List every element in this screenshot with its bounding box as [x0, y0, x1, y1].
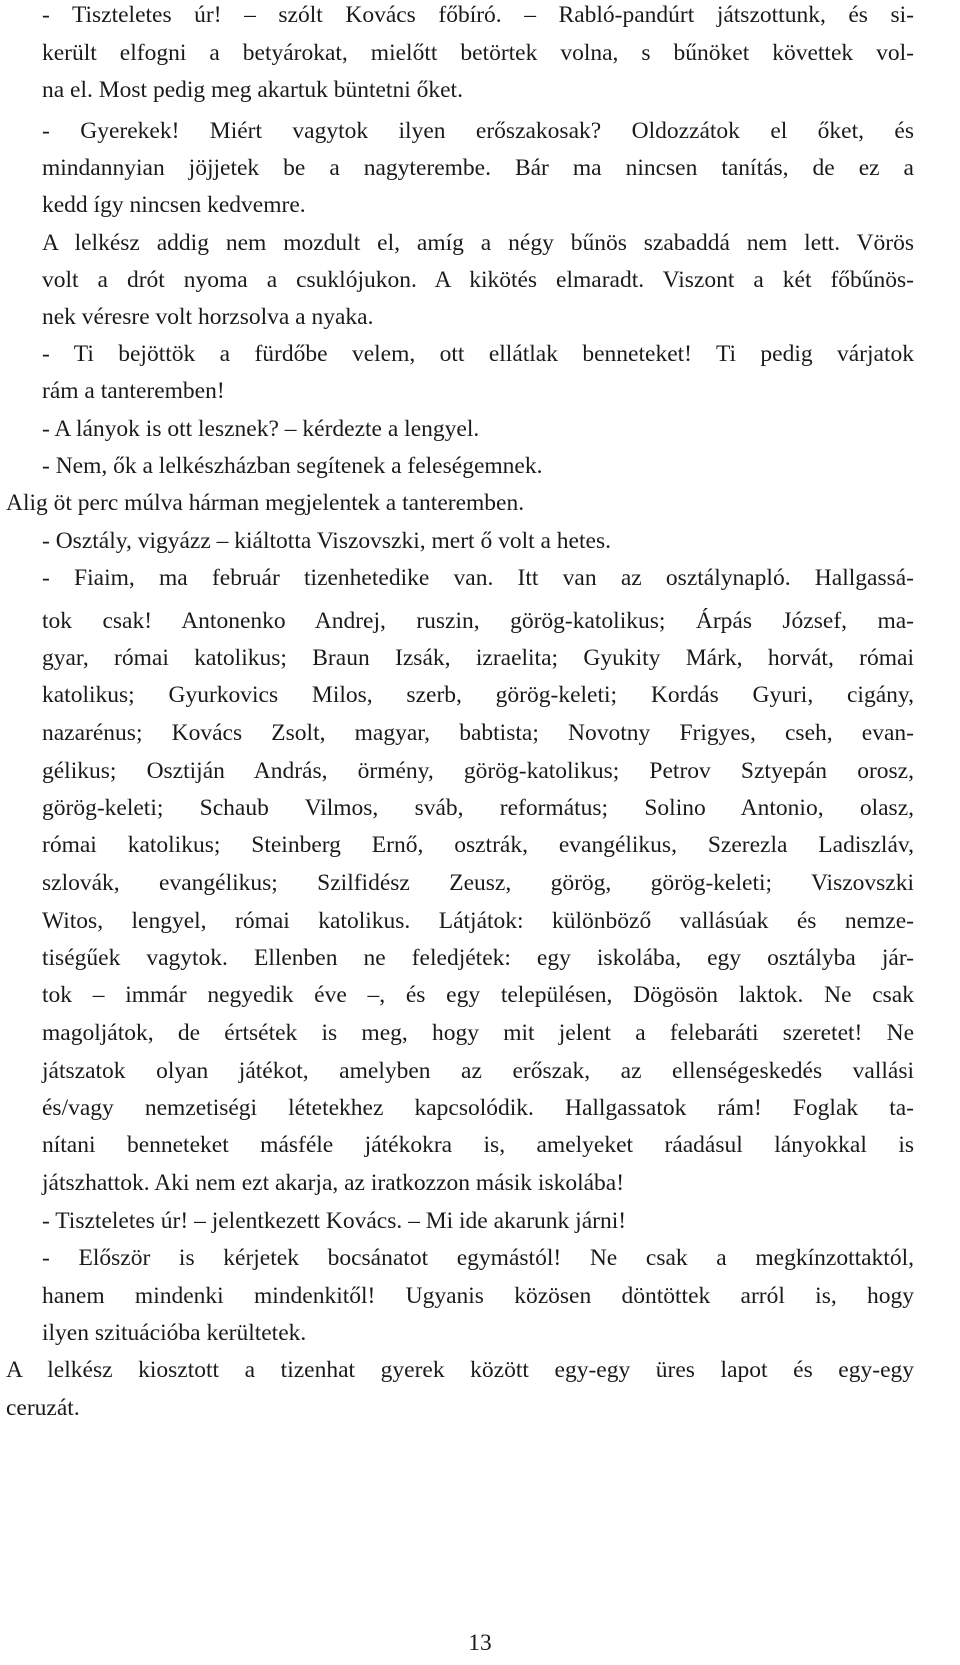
text-line: ceruzát. [6, 1395, 80, 1421]
text-line: gélikus; Osztiján András, örmény, görög-katolikus; Petrov Sztyepán orosz, [42, 758, 914, 784]
text-line: Witos, lengyel, római katolikus. Látjátok: különböző vallásúak és nemze- [42, 908, 914, 934]
text-line: volt a drót nyoma a csuklójukon. A kikötés elmaradt. Viszont a két főbűnös- [42, 267, 914, 293]
text-line: görög-keleti; Schaub Vilmos, sváb, református; Solino Antonio, olasz, [42, 795, 914, 821]
text-line: - Ti bejöttök a fürdőbe velem, ott ellátlak benneteket! Ti pedig várjatok [42, 341, 914, 367]
text-line: A lelkész kiosztott a tizenhat gyerek között egy-egy üres lapot és egy-egy [6, 1357, 914, 1383]
text-line: és/vagy nemzetiségi létetekhez kapcsolódik. Hallgassatok rám! Foglak ta- [42, 1095, 914, 1121]
text-line: nazarénus; Kovács Zsolt, magyar, babtista; Novotny Frigyes, cseh, evan- [42, 720, 914, 746]
text-line: hanem mindenki mindenkitől! Ugyanis közösen döntöttek arról is, hogy [42, 1283, 914, 1309]
text-line: na el. Most pedig meg akartuk büntetni őket. [42, 77, 463, 103]
text-line: római katolikus; Steinberg Ernő, osztrák, evangélikus, Szerezla Ladiszláv, [42, 832, 914, 858]
text-line: - Gyerekek! Miért vagytok ilyen erőszakosak? Oldozzátok el őket, és [42, 118, 914, 144]
text-line: katolikus; Gyurkovics Milos, szerb, görög-keleti; Kordás Gyuri, cigány, [42, 682, 914, 708]
page-number: 13 [468, 1630, 492, 1656]
text-line: került elfogni a betyárokat, mielőtt betörtek volna, s bűnöket követtek vol- [42, 40, 914, 66]
text-line: Alig öt perc múlva hárman megjelentek a tanteremben. [6, 490, 525, 516]
text-line: játszatok olyan játékot, amelyben az erőszak, az ellenségeskedés vallási [42, 1058, 914, 1084]
text-line: tok csak! Antonenko Andrej, ruszin, görög-katolikus; Árpás József, ma- [42, 608, 914, 634]
text-line: magoljátok, de értsétek is meg, hogy mit jelent a felebaráti szeretet! Ne [42, 1020, 914, 1046]
text-line: - A lányok is ott lesznek? – kérdezte a lengyel. [42, 416, 480, 442]
text-line: tiségűek vagytok. Ellenben ne feledjétek: egy iskolába, egy osztályba jár- [42, 945, 914, 971]
text-line: - Fiaim, ma február tizenhetedike van. Itt van az osztálynapló. Hallgassá- [42, 565, 914, 591]
text-line: - Osztály, vigyázz – kiáltotta Viszovszki, mert ő volt a hetes. [42, 528, 611, 554]
text-line: ilyen szituációba kerültetek. [42, 1320, 307, 1346]
text-line: játszhattok. Aki nem ezt akarja, az iratkozzon másik iskolába! [42, 1170, 625, 1196]
text-line: nek véresre volt horzsolva a nyaka. [42, 304, 374, 330]
text-line: - Tiszteletes úr! – szólt Kovács főbíró. – Rabló-pandúrt játszottunk, és si- [42, 2, 914, 28]
text-line: tok – immár negyedik éve –, és egy településen, Dögösön laktok. Ne csak [42, 982, 914, 1008]
text-line: - Először is kérjetek bocsánatot egymástól! Ne csak a megkínzottaktól, [42, 1245, 914, 1271]
text-line: rám a tanteremben! [42, 378, 225, 404]
text-line: gyar, római katolikus; Braun Izsák, izraelita; Gyukity Márk, horvát, római [42, 645, 914, 671]
text-line: A lelkész addig nem mozdult el, amíg a négy bűnös szabaddá nem lett. Vörös [42, 230, 914, 256]
text-line: szlovák, evangélikus; Szilfidész Zeusz, görög, görög-keleti; Viszovszki [42, 870, 914, 896]
text-line: kedd így nincsen kedvemre. [42, 192, 306, 218]
text-line: mindannyian jöjjetek be a nagyterembe. Bár ma nincsen tanítás, de ez a [42, 155, 914, 181]
text-line: nítani benneteket másféle játékokra is, amelyeket ráadásul lányokkal is [42, 1132, 914, 1158]
text-line: - Nem, ők a lelkészházban segítenek a feleségemnek. [42, 453, 543, 479]
text-line: - Tiszteletes úr! – jelentkezett Kovács. – Mi ide akarunk járni! [42, 1208, 627, 1234]
